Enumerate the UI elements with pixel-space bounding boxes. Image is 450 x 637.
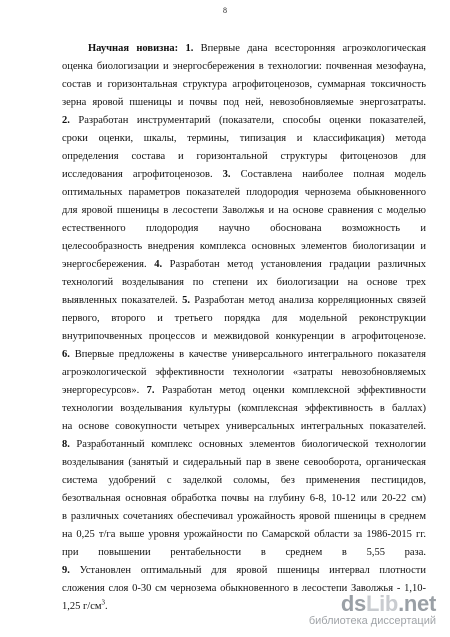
watermark-tagline: библиотека диссертаций	[308, 615, 436, 627]
text-line	[62, 256, 426, 274]
text-fragment: технологии возделывания культуры (комплексная эффективность в баллах)	[62, 403, 426, 414]
text-line	[62, 382, 426, 400]
item-number: 3.	[222, 169, 231, 180]
text-fragment: определения состава и горизонтальной структуры фитоценозов для	[62, 151, 426, 162]
text-fragment: состав и горизонтальная структура агрофитоценозов, суммарная токсичность	[62, 79, 426, 90]
page-number: 8	[223, 6, 227, 15]
text-fragment: Впервые дана всесторонняя агроэкологическая	[193, 43, 426, 54]
text-fragment: сложения слоя 0-30 см чернозема обыкновенного в лесостепи Заволжья - 1,10-	[62, 583, 426, 594]
text-line	[62, 130, 426, 148]
text-fragment: Разработан метод оценки комплексной эффективности	[154, 385, 426, 396]
text-fragment: оптимальных параметров показателей плодородия чернозема обыкновенного	[62, 187, 426, 198]
text-line	[62, 94, 426, 112]
text-line	[62, 274, 426, 292]
text-line	[62, 220, 426, 238]
text-line	[62, 346, 426, 364]
text-fragment: агроэкологической эффективности технологии «затраты невозобновляемых	[62, 367, 426, 378]
text-line	[62, 58, 426, 76]
text-fragment: энергосбережения.	[62, 259, 155, 270]
text-line	[62, 202, 426, 220]
body-text	[62, 40, 426, 616]
text-fragment: технологий возделывания по степени их биологизации на основе трех	[62, 277, 426, 288]
text-fragment: на 0,25 т/га выше уровня урожайности по Самарской области за 1986-2015 гг.	[62, 529, 426, 540]
text-line	[62, 526, 426, 544]
text-line	[62, 328, 426, 346]
text-fragment: выявленных показателей.	[62, 295, 183, 306]
text-fragment: безотвальная основная обработка почвы на глубину 6-8, 10-12 или 20-22 см)	[62, 493, 426, 504]
text-fragment: сроки оценки, шкалы, термины, типизация и классификация) метода	[62, 133, 426, 144]
item-number: 2.	[62, 115, 70, 126]
item-number: 5.	[182, 295, 190, 306]
text-fragment: на основе совокупности четырех универсальных интегральных показателей.	[62, 421, 426, 432]
text-fragment: Разработан метод анализа корреляционных связей	[189, 295, 426, 306]
text-fragment: Впервые предложены в качестве универсального интегрального показателя	[69, 349, 426, 360]
text-fragment: Разработан инструментарий (показатели, способы оценки показателей,	[69, 115, 426, 126]
text-fragment: Составлена наиболее полная модель	[230, 169, 426, 180]
text-fragment: 3	[101, 598, 106, 607]
item-number: 7.	[146, 385, 155, 396]
text-fragment: возделывания (занятый и сидеральный пар в звене севооборота, органическая	[62, 457, 426, 468]
text-line	[62, 310, 426, 328]
text-fragment: целесообразность внедрения комплекса основных элементов биологизации и	[62, 241, 426, 252]
item-number: 8.	[62, 439, 70, 450]
text-line	[62, 166, 426, 184]
text-line	[62, 472, 426, 490]
text-line	[62, 112, 426, 130]
text-fragment: энергоресурсов».	[62, 385, 147, 396]
text-fragment: внутрипочвенных процессов и межвидовой конкуренции в агрофитоценозе.	[62, 331, 426, 342]
text-fragment: Разработанный комплекс основных элементов биологической технологии	[69, 439, 426, 450]
text-line	[62, 544, 426, 562]
text-fragment: исследования агрофитоценозов.	[62, 169, 223, 180]
item-number: 6.	[62, 349, 70, 360]
text-line	[62, 184, 426, 202]
text-line	[62, 508, 426, 526]
text-fragment: .	[105, 601, 108, 612]
text-fragment: естественного плодородия научно обоснована возможность и	[62, 223, 426, 234]
text-line	[62, 76, 426, 94]
item-number: Научная новизна: 1.	[88, 43, 194, 54]
text-line	[62, 490, 426, 508]
text-line	[62, 292, 426, 310]
text-fragment: оценка биологизации и энергосбережения в технологии: почвенная мезофауна,	[62, 61, 426, 72]
text-line	[62, 436, 426, 454]
text-line	[62, 148, 426, 166]
text-fragment: система удобрений с заделкой соломы, без применения пестицидов,	[62, 475, 426, 486]
text-fragment: Разработан метод установления градации различных	[162, 259, 426, 270]
text-line	[62, 238, 426, 256]
text-line	[62, 418, 426, 436]
text-line	[62, 400, 426, 418]
text-fragment: для яровой пшеницы в лесостепи Заволжья и на основе сравнения с моделью	[62, 205, 426, 216]
item-number: 4.	[154, 259, 163, 270]
text-line	[62, 562, 426, 580]
watermark	[309, 591, 436, 627]
watermark-logo: dsLib.net	[340, 591, 436, 616]
item-number: 9.	[62, 565, 70, 576]
text-fragment: зерна яровой пшеницы и почвы под ней, невозобновляемые энергозатраты.	[62, 97, 426, 108]
text-line	[62, 364, 426, 382]
text-line	[62, 40, 426, 58]
text-fragment: в различных сочетаниях обеспечивал урожайность яровой пшеницы в среднем	[62, 511, 426, 522]
text-fragment: при повышении рентабельности в среднем в 5,55 раза.	[62, 547, 426, 558]
text-line	[62, 454, 426, 472]
text-fragment: Установлен оптимальный для яровой пшеницы интервал плотности	[69, 565, 426, 576]
text-fragment: 1,25 г/см	[62, 601, 102, 612]
text-fragment: первого, второго и третьего порядка для модельной реконструкции	[62, 313, 426, 324]
